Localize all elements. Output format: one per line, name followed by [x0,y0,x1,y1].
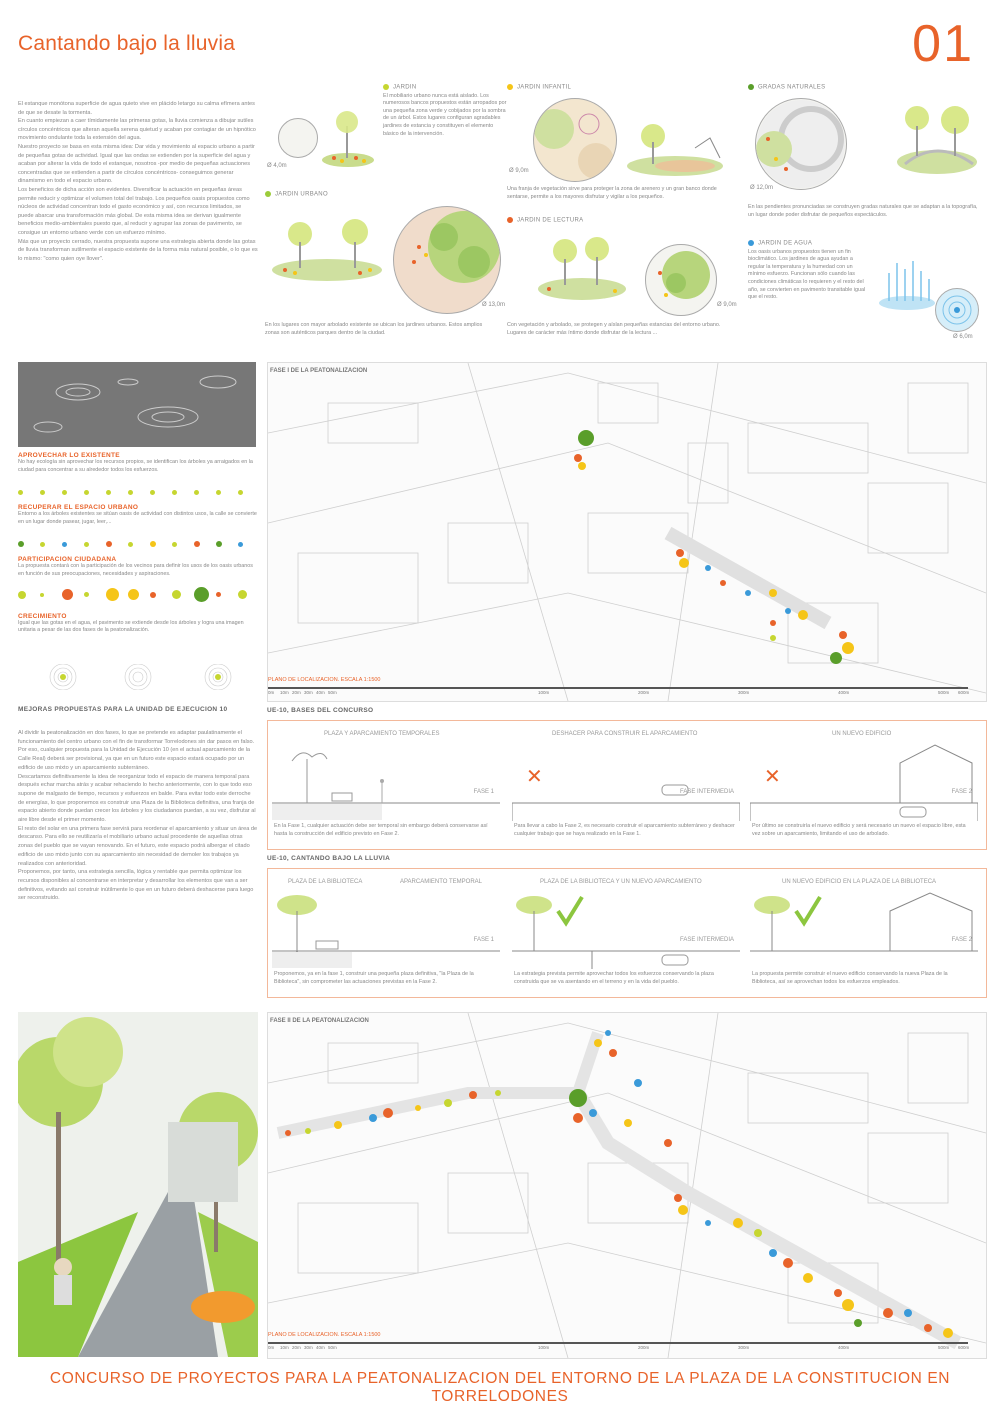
panel-text: La propuesta permite construir el nuevo edificio conservando la nueva Plaza de la Biblioteca, así se aprovechan todos los esfuerzos empleados. [752,971,948,985]
garden-text: El mobiliario urbano nunca está aislado. Los numerosos bancos propuestos están arropados por una pequeña zona verde y cobijados por la sombra de un árbol. Estos lugares configuran agradables jardines de estancia y constituyen el elemento básico de la intervención. [383,92,507,137]
activity-dot-icon [238,590,247,599]
garden-name: JARDIN INFANTIL [517,84,572,91]
garden-name: JARDIN URBANO [275,191,328,198]
garden-block [507,217,657,224]
activity-dot-icon [106,541,112,547]
ue10-lluvia-panel [267,868,987,998]
phase-label: FASE INTERMEDIA [679,937,734,943]
activity-dot-icon [128,490,133,495]
activity-node-icon [769,1249,777,1257]
activity-dot-icon [172,542,177,547]
activity-dot-icon [216,541,222,547]
scale-tick-label: 300m [738,1345,750,1350]
mejoras-paragraph: El resto del solar en una primera fase servirá para reordenar el aparcamiento y situar un área de descanso. Para ello se reutilizaría el mobiliario urbano actual procedente de aquellas otras zonas del pueblo que se vayan renovando. En el futuro, este espacio podrá albergar el citado edificio de uso mixto junto con su aparcamiento sin necesidad de demoler los trabajos ya realizados con anterioridad. [18,825,258,867]
activity-dot-icon [84,592,89,597]
phase-label: FASE INTERMEDIA [679,789,734,795]
strategy-text: Igual que las gotas en el agua, el pavimento se extiende desde los árboles y logra una imagen unitaria a pesar de las dos fases de la peatonalización. [18,619,244,634]
activity-node-icon [770,620,776,626]
phase-panel [512,873,740,993]
scale-bar [268,687,968,689]
activity-node-icon [839,631,847,639]
strategy-text: Entorno a los árboles existentes se sitúan oasis de actividad con distintos usos, la calle se convierte en un lugar donde pasear, jugar, leer,... [18,511,257,525]
dot-row [18,536,258,544]
activity-dot-icon [62,589,73,600]
scale-tick-label: 100m [538,690,550,695]
activity-node-icon [415,1105,421,1111]
scale-tick-label: 400m [838,1345,850,1350]
activity-node-icon [770,635,776,641]
garden-name: GRADAS NATURALES [758,84,826,91]
garden-detail-circle [935,288,979,332]
activity-node-icon [469,1091,477,1099]
garden-text: Una franja de vegetación sirve para proteger la zona de arenero y un gran banco donde sentarse, permite a los mayores disfrutar y vigilar a los pequeños. [507,186,717,200]
mejoras-paragraph: Al dividir la peatonalización en dos fases, lo que se pretende es adaptar paulatinamente el funcionamiento del centro urbano con el fin de transformar Torrelodones sin dar pasos en falso. Por eso, cualquier propuesta para la Unidad de Ejecución 10 (en el actual aparcamiento de la Calle Real) deberá ser provisional, ya que en un futuro este espacio estará ocupado por un edificio de uso mixto y un aparcamiento subterráneo. [18,730,255,771]
activity-node-icon [569,1089,587,1107]
scale-tick-label: 10m [280,1345,289,1350]
panel-text: Por último se construiría el nuevo edificio y será necesario un nuevo el espacio libre, esta vez sobre un aparcamiento, limitando el uso de arbolado. [752,823,966,837]
garden-dimension: Ø 12,0m [750,185,774,191]
phase-label: FASE 2 [951,937,972,943]
map-phase-1 [267,362,987,702]
activity-dot-icon [106,490,111,495]
activity-dot-icon [62,542,67,547]
activity-node-icon [842,642,854,654]
activity-dot-icon [18,591,26,599]
yellow-dot-icon [507,84,513,90]
activity-dot-icon [40,593,44,597]
lime-dot-icon [383,84,389,90]
activity-dot-icon [150,490,155,495]
mejoras-paragraph: Proponemos, por tanto, una estrategia sencilla, lógica y rentable que permita optimizar los recursos disponibles al concentrarse en interpretar y desarrollar los elementos que van a ser definitivos, evitando así construir inútilmente lo que en un futuro deberá deshacerse para luego ser reconstruido. [18,869,254,902]
garden-name: JARDIN DE LECTURA [517,217,584,224]
poster-title: Cantando bajo la lluvia [18,32,236,55]
phase-panel [512,725,740,845]
street-render-image [18,1012,258,1357]
dot-row [18,587,258,603]
activity-node-icon [605,1030,611,1036]
activity-dot-icon [40,542,45,547]
strategy-text: No hay ecología sin aprovechar los recursos propios, se identifican los árboles ya arraigados en la ciudad para concentrar a su alrededor todos los esfuerzos. [18,459,253,473]
scale-tick-label: 200m [638,690,650,695]
panel-subheading: APARCAMIENTO TEMPORAL [400,879,483,885]
activity-node-icon [924,1324,932,1332]
panel-text: Proponemos, ya en la fase 1, construir una pequeña plaza definitiva, "la Plaza de la Biblioteca", sin comprometer las actuaciones previstas en la Fase 2. [274,971,474,985]
activity-dot-icon [84,542,89,547]
strategy-title: PARTICIPACION CIUDADANA [18,556,117,564]
phase-panel [272,725,500,845]
activity-node-icon [733,1218,743,1228]
garden-detail-circle [645,244,717,316]
activity-node-icon [609,1049,617,1057]
strategy-title: CRECIMIENTO [18,612,67,620]
scale-tick-label: 600m [958,690,970,695]
garden-illustration [895,98,980,178]
activity-node-icon [589,1109,597,1117]
phase-panel [750,725,978,845]
panel-text: En la Fase 1, cualquier actuación debe ser temporal sin embargo deberá conservarse así hasta la construcción del edificio previsto en Fase 2. [274,823,488,837]
garden-illustration [320,108,375,168]
activity-node-icon [679,558,689,568]
scale-tick-label: 10m [280,690,289,695]
strategy-text: La propuesta contará con la participación de los vecinos para definir los usos de los oasis urbanos en función de sus preocupaciones, necesidades y aspiraciones. [18,563,253,577]
scale-tick-label: 500m [938,1345,950,1350]
scale-ticks [268,690,986,698]
activity-node-icon [578,462,586,470]
activity-node-icon [785,608,791,614]
svg-text:✕: ✕ [764,766,781,788]
garden-text: En los lugares con mayor arbolado existente se ubican los jardines urbanos. Estos amplios zonas son auténticos parques dentro de la ciudad. [265,322,483,336]
phase-label: FASE 1 [473,789,494,795]
strategy-title: APROVECHAR LO EXISTENTE [18,452,120,459]
panel-text: Para llevar a cabo la Fase 2, es necesario construir el aparcamiento subterráneo y deshacer cualquier trabajo que se haya realizado en la Fase 1. [514,823,735,837]
garden-block [748,240,868,302]
intro-text [18,100,258,263]
dot-row [18,484,258,492]
phase-label: FASE 2 [951,789,972,795]
competition-title: CONCURSO DE PROYECTOS PARA LA PEATONALIZACION DEL ENTORNO DE LA PLAZA DE LA CONSTITUCION EN TORRELODONES [49,1370,951,1405]
activity-node-icon [834,1289,842,1297]
sheet-number: 01 [912,15,974,73]
activity-node-icon [783,1258,793,1268]
intro-paragraph: El estanque monótona superficie de agua quieto vive en plácido letargo su calma efímera antes de que se desate la tormenta. [18,101,255,116]
garden-dimension: Ø 6,0m [953,334,973,340]
activity-dot-icon [172,590,181,599]
activity-node-icon [754,1229,762,1237]
activity-dot-icon [150,541,156,547]
activity-dot-icon [40,490,45,495]
svg-text:✕: ✕ [526,766,543,788]
scale-tick-label: 30m [304,690,313,695]
activity-node-icon [745,590,751,596]
scale-tick-label: 0m [268,690,275,695]
activity-node-icon [634,1079,642,1087]
green-dot-icon [265,191,271,197]
scale-bar [268,1342,968,1344]
garden-illustration [625,118,725,178]
garden-block [383,84,508,138]
strategy-title: RECUPERAR EL ESPACIO URBANO [18,504,139,512]
scale-tick-label: 40m [316,1345,325,1350]
water-fountain-illustration [877,253,937,313]
activity-node-icon [383,1108,393,1118]
garden-text: Con vegetación y arbolado, se protegen y aíslan pequeñas estancias del entorno urbano. Lugares de carácter más íntimo donde disfrutar de la lectura ... [507,322,721,336]
activity-node-icon [574,454,582,462]
mejoras-section [18,706,258,903]
activity-dot-icon [194,541,200,547]
garden-dimension: Ø 13,0m [482,302,506,308]
activity-dot-icon [18,541,24,547]
garden-block [748,84,978,91]
garden-text: Los oasis urbanos propuestos tienen un fin bioclimático. Los jardines de agua ayudan a regular la temperatura y la humedad con un mínimo esfuerzo. Funcionan sólo cuando las condiciones climáticas lo requieren y el resto del año, se convierten en pavimento transitable igual que el resto. [748,248,866,301]
activity-node-icon [676,549,684,557]
activity-dot-icon [216,490,221,495]
garden-dimension: Ø 9,0m [509,168,529,174]
strategy-list [18,452,258,635]
garden-illustration [270,218,385,283]
garden-block [507,84,737,91]
activity-node-icon [594,1039,602,1047]
activity-node-icon [369,1114,377,1122]
activity-node-icon [904,1309,912,1317]
mejoras-paragraph: Descartamos definitivamente la idea de reorganizar todo el espacio de manera temporal para después echar marcha atrás y acabar rehaciendo lo hecho anteriormente, con lo que todo eso supone de malgasto de tiempo, recursos y esfuerzos en balde. Para evitar todo este derroche de energías, lo que proponemos es construir una Plaza de la Biblioteca definitiva, una franja de espacio abierto donde puedan crecer los árboles y los ciudadanos puedan, a su vez, disfrutar al aire libre desde el primer momento. [18,773,256,824]
garden-detail-circle [278,118,318,158]
intro-paragraph: Más que un proyecto cerrado, nuestra propuesta supone una estrategia abierta donde las gotas de lluvia transforman sutilmente el espacio existente de la forma más natural posible, o lo que es lo mismo: "como quien oye llover". [18,238,258,262]
activity-node-icon [854,1319,862,1327]
activity-node-icon [678,1205,688,1215]
garden-dimension: Ø 4,0m [267,163,287,169]
garden-dimension: Ø 9,0m [717,302,737,308]
activity-node-icon [495,1090,501,1096]
activity-dot-icon [62,490,67,495]
map-title: FASE I DE LA PEATONALIZACION [270,368,368,374]
scale-ticks [268,1345,986,1353]
activity-dot-icon [238,490,243,495]
activity-node-icon [664,1139,672,1147]
garden-typologies [265,78,985,353]
garden-name: JARDIN [393,84,417,91]
scale-tick-label: 100m [538,1345,550,1350]
activity-node-icon [305,1128,311,1134]
panel-heading: UN NUEVO EDIFICIO EN LA PLAZA DE LA BIBLIOTECA [782,879,937,885]
activity-node-icon [624,1119,632,1127]
map-drawing [268,1013,986,1358]
green-dot-icon [748,84,754,90]
activity-dot-icon [106,588,119,601]
scale-tick-label: 20m [292,690,301,695]
activity-node-icon [705,1220,711,1226]
panel-heading: DESHACER PARA CONSTRUIR EL APARCAMIENTO [552,731,698,737]
activity-dot-icon [84,490,89,495]
scale-tick-label: 50m [328,690,337,695]
scale-tick-label: 20m [292,1345,301,1350]
phase-panel [272,873,500,993]
activity-dot-icon [150,592,156,598]
activity-dot-icon [194,587,209,602]
phase-panel [750,873,978,993]
scale-tick-label: 40m [316,690,325,695]
ue10-bases-title: UE-10, BASES DEL CONCURSO [267,707,374,714]
intro-paragraph: En cuanto empiezan a caer tímidamente las primeras gotas, la lluvia comienza a dibujar sutiles círculos concéntricos que alteran aquella serena quietud y acaban por contagiar de un hipnótico movimiento ondulante toda la extensión del agua. [18,118,256,142]
activity-node-icon [798,610,808,620]
ue10-lluvia-title: UE-10, CANTANDO BAJO LA LLUVIA [267,855,391,862]
panel-heading: PLAZA Y APARCAMIENTO TEMPORALES [324,731,440,737]
panel-text: La estrategia prevista permite aprovechar todos los esfuerzos conservando la plaza construida que se va asentando en el terreno y en la vida del pueblo. [514,971,714,985]
activity-node-icon [444,1099,452,1107]
activity-node-icon [842,1299,854,1311]
activity-dot-icon [128,542,133,547]
panel-heading: PLAZA DE LA BIBLIOTECA [288,879,363,885]
garden-detail-circle [533,98,617,182]
activity-dot-icon [172,490,177,495]
blue-dot-icon [748,240,754,246]
scale-tick-label: 200m [638,1345,650,1350]
rain-water-photo [18,362,256,447]
scale-tick-label: 600m [958,1345,970,1350]
activity-node-icon [830,652,842,664]
activity-node-icon [720,580,726,586]
garden-detail-circle [393,206,501,314]
activity-node-icon [285,1130,291,1136]
activity-dot-icon [128,589,139,600]
activity-node-icon [769,589,777,597]
garden-detail-circle [755,98,847,190]
activity-node-icon [803,1273,813,1283]
phase-label: FASE 1 [473,937,494,943]
garden-block [265,191,385,198]
activity-node-icon [573,1113,583,1123]
activity-dot-icon [18,490,23,495]
scale-tick-label: 400m [838,690,850,695]
activity-node-icon [334,1121,342,1129]
activity-node-icon [578,430,594,446]
garden-text: En las pendientes pronunciadas se construyen gradas naturales que se adaptan a la topografía, un lugar donde poder disfrutar de pequeños espectáculos. [748,204,978,218]
orange-dot-icon [507,217,513,223]
map-scale-title: PLANO DE LOCALIZACION. ESCALA 1:1500 [268,1332,381,1338]
activity-node-icon [943,1328,953,1338]
activity-node-icon [705,565,711,571]
activity-dot-icon [238,542,243,547]
garden-name: JARDIN DE AGUA [758,240,813,247]
scale-tick-label: 500m [938,690,950,695]
scale-tick-label: 50m [328,1345,337,1350]
scale-tick-label: 300m [738,690,750,695]
garden-illustration [535,233,630,303]
activity-dot-icon [194,490,199,495]
ue10-bases-panel [267,720,987,850]
scale-tick-label: 30m [304,1345,313,1350]
map-scale-title: PLANO DE LOCALIZACION. ESCALA 1:1500 [268,677,381,683]
panel-heading: PLAZA DE LA BIBLIOTECA Y UN NUEVO APARCAMIENTO [540,879,702,885]
mejoras-title: MEJORAS PROPUESTAS PARA LA UNIDAD DE EJECUCION 10 [18,706,228,713]
intro-paragraph: Nuestro proyecto se basa en esta misma idea: Dar vida y movimiento al espacio urbano a partir de pequeñas gotas de actividad. Igual que las ondas se extienden por la superficie del agua y acaban por alterar la vida de todo el estanque, nosotros -por medio de pequeñas actuaciones concentradas que se extienden a partir de círculos concéntricos- conseguimos generar dinamismo en todo el espacio urbano. [18,143,255,185]
activity-dot-icon [216,592,221,597]
panel-heading: UN NUEVO EDIFICIO [832,731,892,737]
ripple-pattern-graphic [18,664,256,690]
map-drawing [268,363,986,701]
map-title: FASE II DE LA PEATONALIZACION [270,1018,369,1024]
map-phase-2 [267,1012,987,1359]
scale-tick-label: 0m [268,1345,275,1350]
activity-node-icon [883,1308,893,1318]
activity-node-icon [674,1194,682,1202]
intro-paragraph: Los beneficios de dicha acción son evidentes. Diversificar la actuación en pequeñas áreas permite reducir y optimizar el volumen total del trabajo. Los pequeños oasis propuestos como núcleos de actividad concentran todo el gasto económico y así, con recursos limitados, se puede abarcar una transformación más global. De esta misma idea se derivan igualmente beneficios medio-ambientales puesto que, al reducir y agrupar las zonas de pavimento, se consigue un entorno urbano verde con un esfuerzo mínimo. [18,186,250,236]
